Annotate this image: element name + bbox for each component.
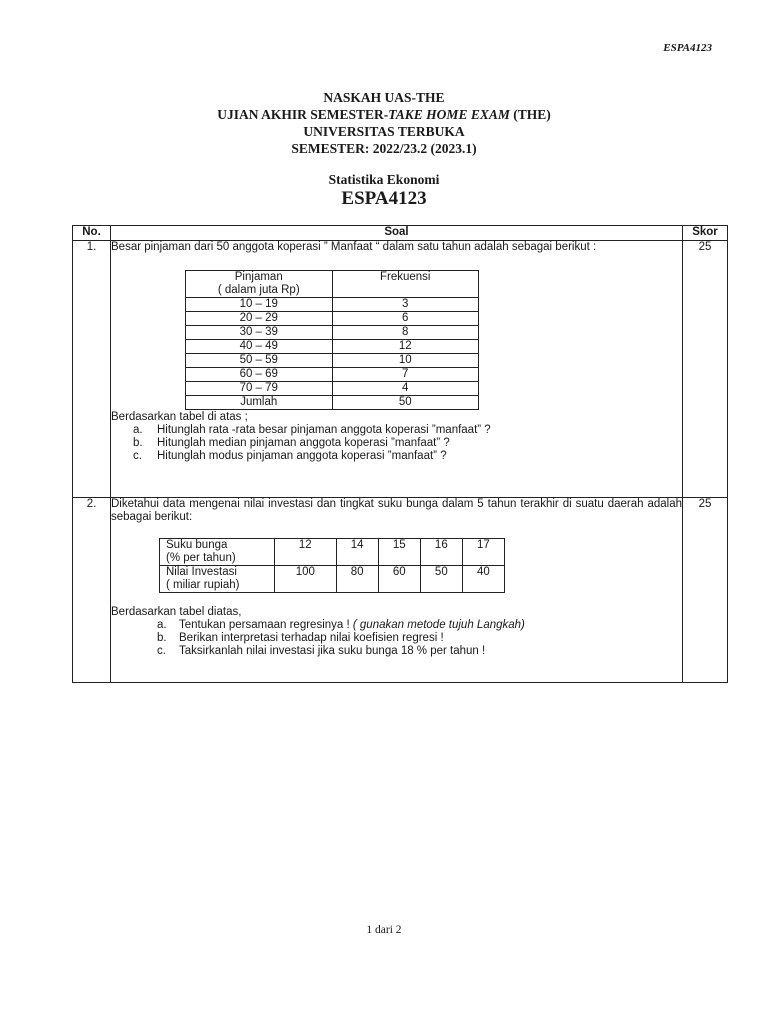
subitem-text: Hitunglah rata -rata besar pinjaman anggota koperasi ”manfaat” ? [157, 424, 491, 436]
investment-value: 60 [378, 566, 420, 593]
loan-range-cell: 20 – 29 [186, 312, 333, 326]
frequency-cell: 10 [332, 354, 479, 368]
question-body [111, 498, 683, 683]
investment-value: 80 [336, 566, 378, 593]
header-line-2-suffix: (THE) [509, 107, 551, 122]
frequency-cell: 7 [332, 368, 479, 382]
loan-range-cell: 30 – 39 [186, 326, 333, 340]
question-number: 1. [73, 241, 111, 498]
interest-value: 12 [275, 539, 337, 566]
question-number: 2. [73, 498, 111, 683]
interest-label-unit: (% per tahun) [166, 552, 236, 564]
subitem-marker: b. [133, 437, 143, 449]
subitem-text: Tentukan persamaan regresinya ! [179, 619, 353, 631]
loan-range-cell: 10 – 19 [186, 298, 333, 312]
exam-header [0, 89, 768, 157]
interest-value: 16 [420, 539, 462, 566]
investment-value: 100 [275, 566, 337, 593]
loan-range-cell: 40 – 49 [186, 340, 333, 354]
header-line-4: SEMESTER: 2022/23.2 (2023.1) [291, 141, 477, 156]
loan-table-row [186, 326, 479, 340]
loan-range-cell: 70 – 79 [186, 382, 333, 396]
question-score: 25 [683, 498, 728, 683]
question-lead: Berdasarkan tabel diatas, [111, 606, 242, 618]
interest-label-text: Suku bunga [166, 539, 228, 551]
loan-table-row [186, 298, 479, 312]
frequency-cell: 50 [332, 396, 479, 410]
interest-value: 17 [462, 539, 504, 566]
subitem-marker: c. [157, 645, 166, 657]
header-soal: Soal [111, 226, 683, 241]
interest-row [160, 539, 505, 566]
loan-table-row [186, 340, 479, 354]
subitem-text: Berikan interpretasi terhadap nilai koefisien regresi ! [179, 632, 444, 644]
interest-value: 14 [336, 539, 378, 566]
investment-value: 50 [420, 566, 462, 593]
header-no: No. [73, 226, 111, 241]
subitem-note: ( gunakan metode tujuh Langkah) [352, 619, 525, 631]
header-line-2 [0, 106, 768, 123]
loan-frequency-table [185, 270, 479, 410]
question-lead: Berdasarkan tabel di atas ; [111, 411, 248, 423]
subitem [111, 437, 682, 450]
loan-col-title: Pinjaman [234, 271, 283, 283]
question-row-2 [73, 498, 728, 683]
loan-table-header [186, 271, 479, 298]
question-intro: Besar pinjaman dari 50 anggota koperasi ” Manfaat “ dalam satu tahun adalah sebagai berikut : [111, 241, 597, 253]
frequency-col-header: Frekuensi [332, 271, 479, 298]
loan-col-unit: ( dalam juta Rp) [217, 284, 300, 296]
question-row-1 [73, 241, 728, 498]
investment-label [160, 566, 275, 593]
frequency-cell: 12 [332, 340, 479, 354]
investment-label-text: Nilai Investasi [166, 566, 237, 578]
frequency-cell: 3 [332, 298, 479, 312]
header-line-3: UNIVERSITAS TERBUKA [303, 124, 465, 139]
subitem [111, 424, 682, 437]
loan-range-cell: 60 – 69 [186, 368, 333, 382]
question-subitems [111, 424, 682, 463]
loan-table-row [186, 382, 479, 396]
subitem-marker: a. [157, 619, 167, 631]
document-code: ESPA4123 [663, 42, 712, 54]
subitem [111, 632, 682, 645]
frequency-cell: 4 [332, 382, 479, 396]
subitem [111, 645, 682, 658]
investment-value: 40 [462, 566, 504, 593]
loan-table-row [186, 312, 479, 326]
page-number: 1 dari 2 [366, 924, 402, 936]
interest-investment-table [159, 538, 505, 593]
header-skor: Skor [683, 226, 728, 241]
questions-table-header [73, 226, 728, 241]
question-intro: Diketahui data mengenai nilai investasi dan tingkat suku bunga dalam 5 tahun terakhir di suatu daerah adalah sebagai berikut: [111, 498, 682, 523]
subitem-text: Taksirkanlah nilai investasi jika suku bunga 18 % per tahun ! [179, 645, 486, 657]
loan-table-row [186, 354, 479, 368]
loan-range-cell: Jumlah [186, 396, 333, 410]
loan-table-row [186, 368, 479, 382]
subitem [111, 619, 682, 632]
subitem-marker: c. [133, 450, 142, 462]
subitem-marker: b. [157, 632, 167, 644]
subitem [111, 450, 682, 463]
frequency-cell: 6 [332, 312, 479, 326]
interest-label [160, 539, 275, 566]
frequency-cell: 8 [332, 326, 479, 340]
question-body [111, 241, 683, 498]
loan-col-header [186, 271, 333, 298]
subject-title: Statistika Ekonomi [328, 172, 440, 187]
loan-table-row [186, 396, 479, 410]
header-line-2-italic: TAKE HOME EXAM [388, 107, 510, 122]
investment-row [160, 566, 505, 593]
questions-table [72, 225, 728, 683]
investment-label-unit: ( miliar rupiah) [166, 579, 240, 591]
interest-value: 15 [378, 539, 420, 566]
loan-range-cell: 50 – 59 [186, 354, 333, 368]
question-subitems [111, 619, 682, 658]
subject-code: ESPA4123 [341, 188, 427, 209]
header-line-2-text: UJIAN AKHIR SEMESTER- [217, 107, 389, 122]
header-line-1: NASKAH UAS-THE [323, 90, 445, 105]
subitem-text: Hitunglah median pinjaman anggota koperasi ”manfaat” ? [157, 437, 450, 449]
subitem-text: Hitunglah modus pinjaman anggota koperasi ”manfaat” ? [157, 450, 447, 462]
question-score: 25 [683, 241, 728, 498]
subitem-marker: a. [133, 424, 143, 436]
